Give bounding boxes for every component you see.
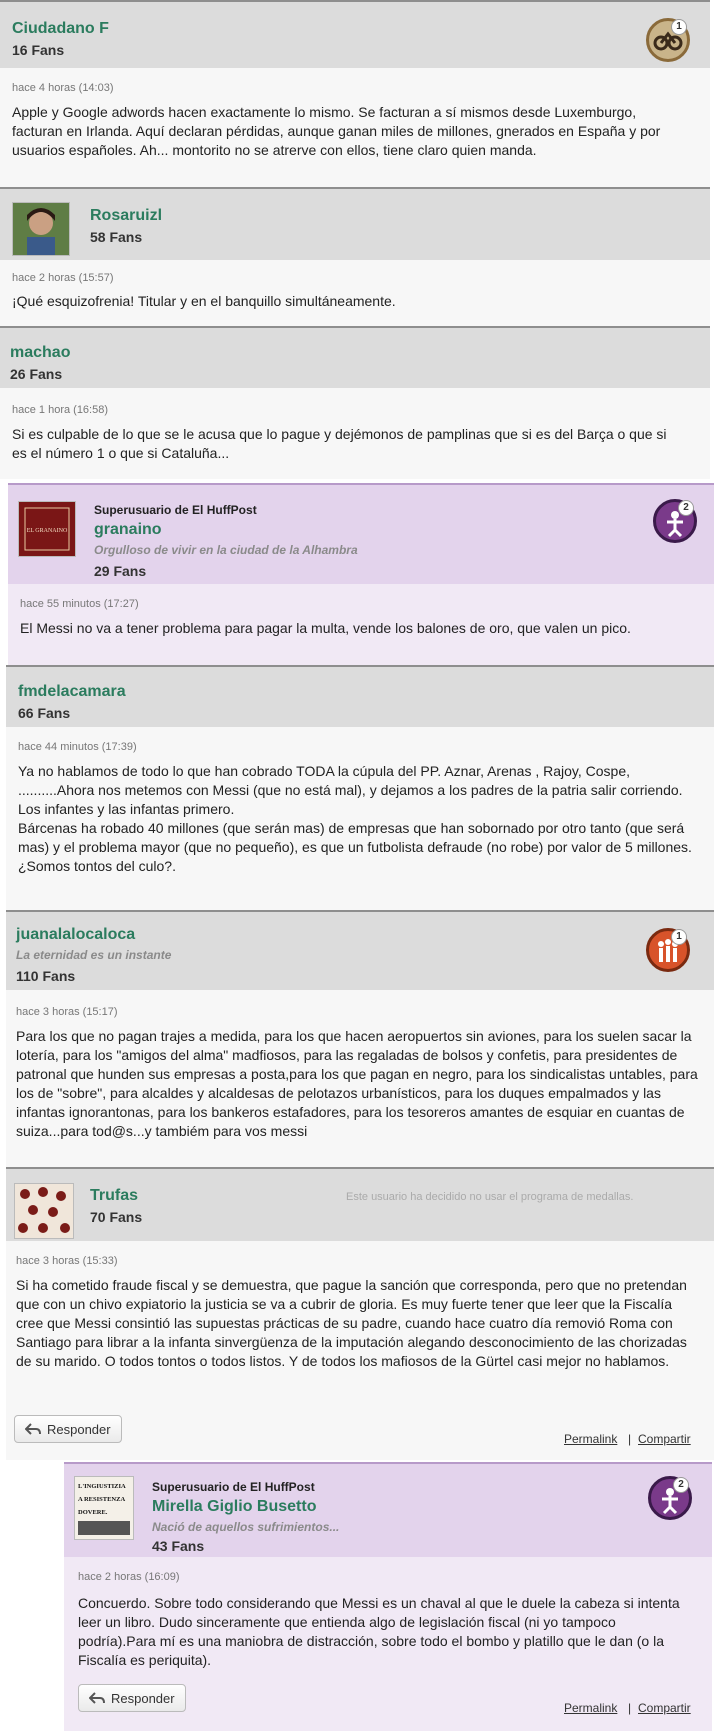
reply-button[interactable] [78,1684,186,1712]
comment-text: El Messi no va a tener problema para pagar la multa, vende los balones de oro, que valen un pico. [20,620,631,636]
comment-header [0,0,710,70]
badge-count: 2 [678,500,694,516]
avatar[interactable] [74,1476,134,1540]
timestamp[interactable]: hace 55 minutos (17:27) [20,598,139,610]
comment-body [0,260,710,326]
comment-header [64,1462,712,1559]
link-separator: | [628,1701,632,1715]
comment-header [6,910,714,992]
share-link[interactable]: Compartir [638,1701,691,1715]
comment-body [6,727,714,910]
share-link[interactable]: Compartir [638,1432,691,1446]
permalink-link[interactable]: Permalink [564,1701,618,1715]
comment-header [8,483,714,586]
user-name[interactable]: fmdelacamara [18,683,126,700]
reply-label: Responder [47,1421,111,1437]
svg-text:EL GRANAINO: EL GRANAINO [26,528,68,534]
user-tagline: Nació de aquellos sufrimientos... [152,1520,340,1534]
fans-count: 43 Fans [152,1538,205,1554]
comment [8,483,714,665]
comment-text: Concuerdo. Sobre todo considerando que Messi es un chaval al que le duele la cabeza si intenta leer un libro. Dudo sinceramente que entienda algo de legislación fiscal (ni yo tampoco podría).Para mí es una maniobra de distracción, sobre todo el bombo y platillo que le dan (o la Fiscalía es periquita). [78,1595,680,1668]
comment [64,1462,712,1731]
comment-text: Ya no hablamos de todo lo que han cobrado TODA la cúpula del PP. Aznar, Arenas , Rajoy, Cospe, ..........Ahora nos metemos con Messi (que no está mal), y dejamos a los padres de la patria salir corriendo. Los infantes y las infantas primero. Bárcenas ha robado 40 millones (que serán mas) de empresas que han sobornado por otro tanto (que será mas) y el problema mayor (que no pequeño), es que un futbolista defraude (no robe) por valor de 5 millones. ¿Somos tontos del culo?. [18,763,692,874]
comment-body [64,1557,712,1731]
user-name[interactable]: Mirella Giglio Busetto [152,1498,317,1515]
fans-count: 29 Fans [94,563,147,579]
comment-header [0,187,710,262]
svg-text:L'INGIUSTIZIA: L'INGIUSTIZIA [78,1483,126,1490]
fans-count: 16 Fans [12,42,65,58]
comment [0,187,710,326]
comment-body [6,1241,714,1460]
superuser-medal-icon[interactable] [648,1476,692,1520]
medals-opt-out-note: Este usuario ha decidido no usar el programa de medallas. [346,1191,634,1203]
user-tagline: Orgulloso de vivir en la ciudad de la Alhambra [94,543,358,557]
link-separator: | [628,1432,632,1446]
svg-text:A RESISTENZA: A RESISTENZA [78,1496,126,1503]
comment-text: Si ha cometido fraude fiscal y se demuestra, que pague la sanción que corresponda, pero que no pretendan que con un chivo expiatorio la justicia se va a cubrir de gloria. Es muy fuerte tener que leer que la Fiscalía cree que Messi consintió las supuestas prácticas de su padre, cuando hace cuatro día removió Roma con Santiago para librar a la infanta sinvergüenza de la imputación alegando desconocimiento de las chorizadas de su marido. O todos tontos o todos listos. Y de todos los mafiosos de la Gürtel casi mejor no hablamos. [16,1277,687,1369]
comment-body [0,68,710,187]
user-name[interactable]: Rosaruizl [90,207,163,224]
comment-body [0,388,710,479]
superuser-label: Superusuario de El HuffPost [94,503,257,517]
timestamp[interactable]: hace 2 horas (16:09) [78,1571,180,1583]
comment-body [8,584,714,665]
svg-text:DOVERE.: DOVERE. [78,1509,108,1516]
reply-button[interactable] [14,1415,122,1443]
avatar[interactable] [14,1183,74,1239]
comment-header [6,1167,714,1243]
comment-text: Para los que no pagan trajes a medida, para los que hacen aeropuertos sin aviones, para los suelen sacar la lotería, para los "amigos del alma" madfiosos, para las regaladas de bolsos y confetis, para presidentes de patronal que hunden sus empresas a posta,para los que pagan en negro, para los sindicalistas untables, para los de "sobre", para alcaldes y alcaldesas de pelotazos urbanísticos, para los duques empalmados y las infantas ignorantonas, para los bankeros estafadores, para los tesoreros amantes de esquiar en cuantas de suiza...para tod@s...y tambiém para vos messi [16,1028,698,1139]
avatar[interactable] [18,501,76,557]
superuser-label: Superusuario de El HuffPost [152,1480,315,1494]
comment-body [6,990,714,1167]
timestamp[interactable]: hace 2 horas (15:57) [12,272,114,284]
badge-count: 1 [671,19,687,35]
comment [6,665,714,910]
timestamp[interactable]: hace 4 horas (14:03) [12,82,114,94]
user-name[interactable]: machao [10,344,71,361]
badge-count: 2 [673,1477,689,1493]
timestamp[interactable]: hace 44 minutos (17:39) [18,741,137,753]
fans-count: 26 Fans [10,366,63,382]
badge-count: 1 [671,929,687,945]
fans-count: 66 Fans [18,705,71,721]
fans-count: 70 Fans [90,1209,143,1225]
reply-label: Responder [111,1690,175,1706]
timestamp[interactable]: hace 1 hora (16:58) [12,404,109,416]
fans-count: 58 Fans [90,229,143,245]
comment [0,0,710,187]
fans-count: 110 Fans [16,968,76,984]
avatar[interactable] [12,202,70,256]
comment [0,326,710,479]
timestamp[interactable]: hace 3 horas (15:17) [16,1006,118,1018]
comment [6,910,714,1167]
user-name[interactable]: juanalalocaloca [16,926,136,943]
user-name[interactable]: Trufas [90,1187,139,1204]
user-name[interactable]: granaino [94,521,162,538]
comment-text: Si es culpable de lo que se le acusa que lo pague y dejémonos de pamplinas que si es del Barça o que si es el número 1 o que si Cataluña... [12,426,667,461]
comment [6,1167,714,1460]
comment-header [6,665,714,729]
superuser-medal-icon[interactable] [653,499,697,543]
timestamp[interactable]: hace 3 horas (15:33) [16,1255,118,1267]
permalink-link[interactable]: Permalink [564,1432,618,1446]
reply-arrow-icon [89,1691,105,1705]
comment-header [0,326,710,390]
user-name[interactable]: Ciudadano F [12,20,109,37]
medal-badge-icon[interactable] [646,18,690,62]
comment-text: ¡Qué esquizofrenia! Titular y en el banquillo simultáneamente. [12,293,396,309]
comment-text: Apple y Google adwords hacen exactamente lo mismo. Se facturan a sí mismos desde Luxemburgo, facturan en Irlanda. Aquí declaran pérdidas, aunque ganan miles de millones, gnerados en España y por usuarios españoles. Ah... montorito no se atrerve con ellos, tiene claro quien manda. [12,104,661,158]
user-tagline: La eternidad es un instante [16,948,172,962]
reply-arrow-icon [25,1422,41,1436]
medal-badge-icon[interactable] [646,928,690,972]
